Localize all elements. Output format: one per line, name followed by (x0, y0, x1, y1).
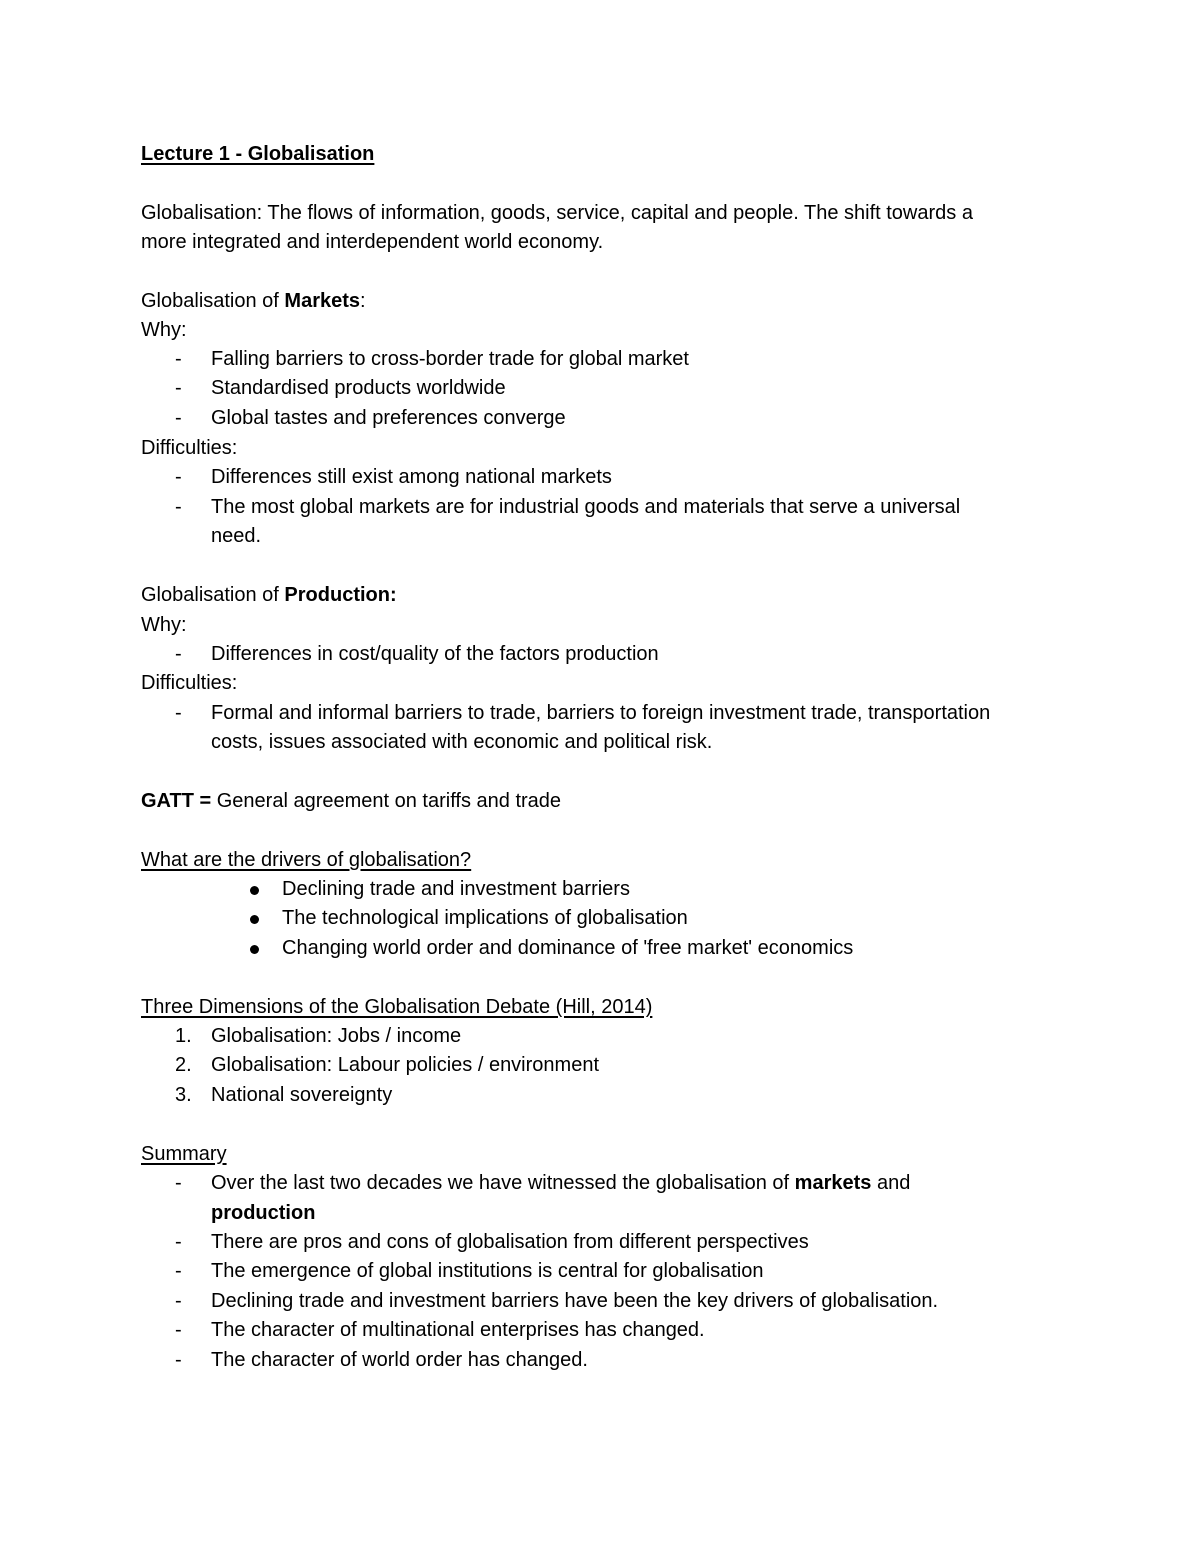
page-title: Lecture 1 - Globalisation (141, 143, 375, 165)
dash-marker: - (175, 1172, 182, 1194)
gatt-definition: General agreement on tariffs and trade (211, 790, 562, 812)
summary-heading: Summary (141, 1143, 227, 1165)
list-item: Globalisation: Jobs / income (211, 1025, 462, 1047)
list-item (211, 1169, 910, 1199)
dash-marker: - (175, 1260, 182, 1282)
summary-item-text: and (871, 1172, 911, 1194)
list-item: National sovereignty (211, 1084, 393, 1106)
dash-marker: - (175, 377, 182, 399)
dash-marker: - (175, 496, 182, 518)
summary-bold-production: production (211, 1202, 316, 1224)
list-item: Standardised products worldwide (211, 377, 506, 399)
production-difficulties-label: Difficulties: (141, 672, 238, 694)
list-item: Globalisation: Labour policies / environment (211, 1054, 599, 1076)
dash-marker: - (175, 643, 182, 665)
list-number: 2. (175, 1054, 192, 1076)
list-item: The most global markets are for industrial goods and materials that serve a universal (211, 496, 961, 518)
list-item: Formal and informal barriers to trade, barriers to foreign investment trade, transportation (211, 702, 991, 724)
list-number: 3. (175, 1084, 192, 1106)
dash-marker: - (175, 466, 182, 488)
production-heading-bold: Production: (284, 584, 397, 606)
list-item: The character of world order has changed. (211, 1349, 588, 1371)
markets-heading-suffix: : (360, 290, 366, 312)
list-item: The emergence of global institutions is central for globalisation (211, 1260, 764, 1282)
production-heading-prefix: Globalisation of (141, 584, 285, 606)
markets-heading (141, 287, 1060, 317)
list-item: Differences in cost/quality of the factors production (211, 643, 659, 665)
definition-line-1: Globalisation: The flows of information, goods, service, capital and people. The shift towards a (141, 202, 973, 224)
markets-heading-bold: Markets (284, 290, 361, 312)
summary-item-text: Over the last two decades we have witnessed the globalisation of (211, 1172, 795, 1194)
list-number: 1. (175, 1025, 192, 1047)
list-item: Differences still exist among national markets (211, 466, 612, 488)
list-item: Global tastes and preferences converge (211, 407, 566, 429)
markets-why-label: Why: (141, 319, 187, 341)
list-item: The character of multinational enterprises has changed. (211, 1319, 705, 1341)
dash-marker: - (175, 407, 182, 429)
list-item: The technological implications of globalisation (282, 907, 688, 929)
gatt-acronym: GATT = (141, 790, 212, 812)
markets-heading-prefix: Globalisation of (141, 290, 285, 312)
dash-marker: - (175, 348, 182, 370)
definition-line-2: more integrated and interdependent world economy. (141, 231, 604, 253)
bullet-icon (250, 945, 259, 954)
drivers-heading: What are the drivers of globalisation? (141, 849, 472, 871)
summary-bold-markets: markets (794, 1172, 872, 1194)
dash-marker: - (175, 1290, 182, 1312)
list-item: Declining trade and investment barriers (282, 878, 630, 900)
list-item: Declining trade and investment barriers have been the key drivers of globalisation. (211, 1290, 939, 1312)
dash-marker: - (175, 1231, 182, 1253)
dimensions-heading: Three Dimensions of the Globalisation Debate (Hill, 2014) (141, 996, 653, 1018)
list-item: There are pros and cons of globalisation from different perspectives (211, 1231, 809, 1253)
production-why-label: Why: (141, 614, 187, 636)
list-item-continuation: costs, issues associated with economic and political risk. (211, 731, 713, 753)
dash-marker: - (175, 1319, 182, 1341)
production-heading (141, 581, 1060, 611)
dash-marker: - (175, 1349, 182, 1371)
list-item: Changing world order and dominance of 'free market' economics (282, 937, 854, 959)
dash-marker: - (175, 702, 182, 724)
bullet-icon (250, 915, 259, 924)
markets-difficulties-label: Difficulties: (141, 437, 238, 459)
list-item-continuation: need. (211, 525, 262, 547)
gatt-line (141, 787, 1060, 817)
list-item: Falling barriers to cross-border trade for global market (211, 348, 689, 370)
bullet-icon (250, 886, 259, 895)
